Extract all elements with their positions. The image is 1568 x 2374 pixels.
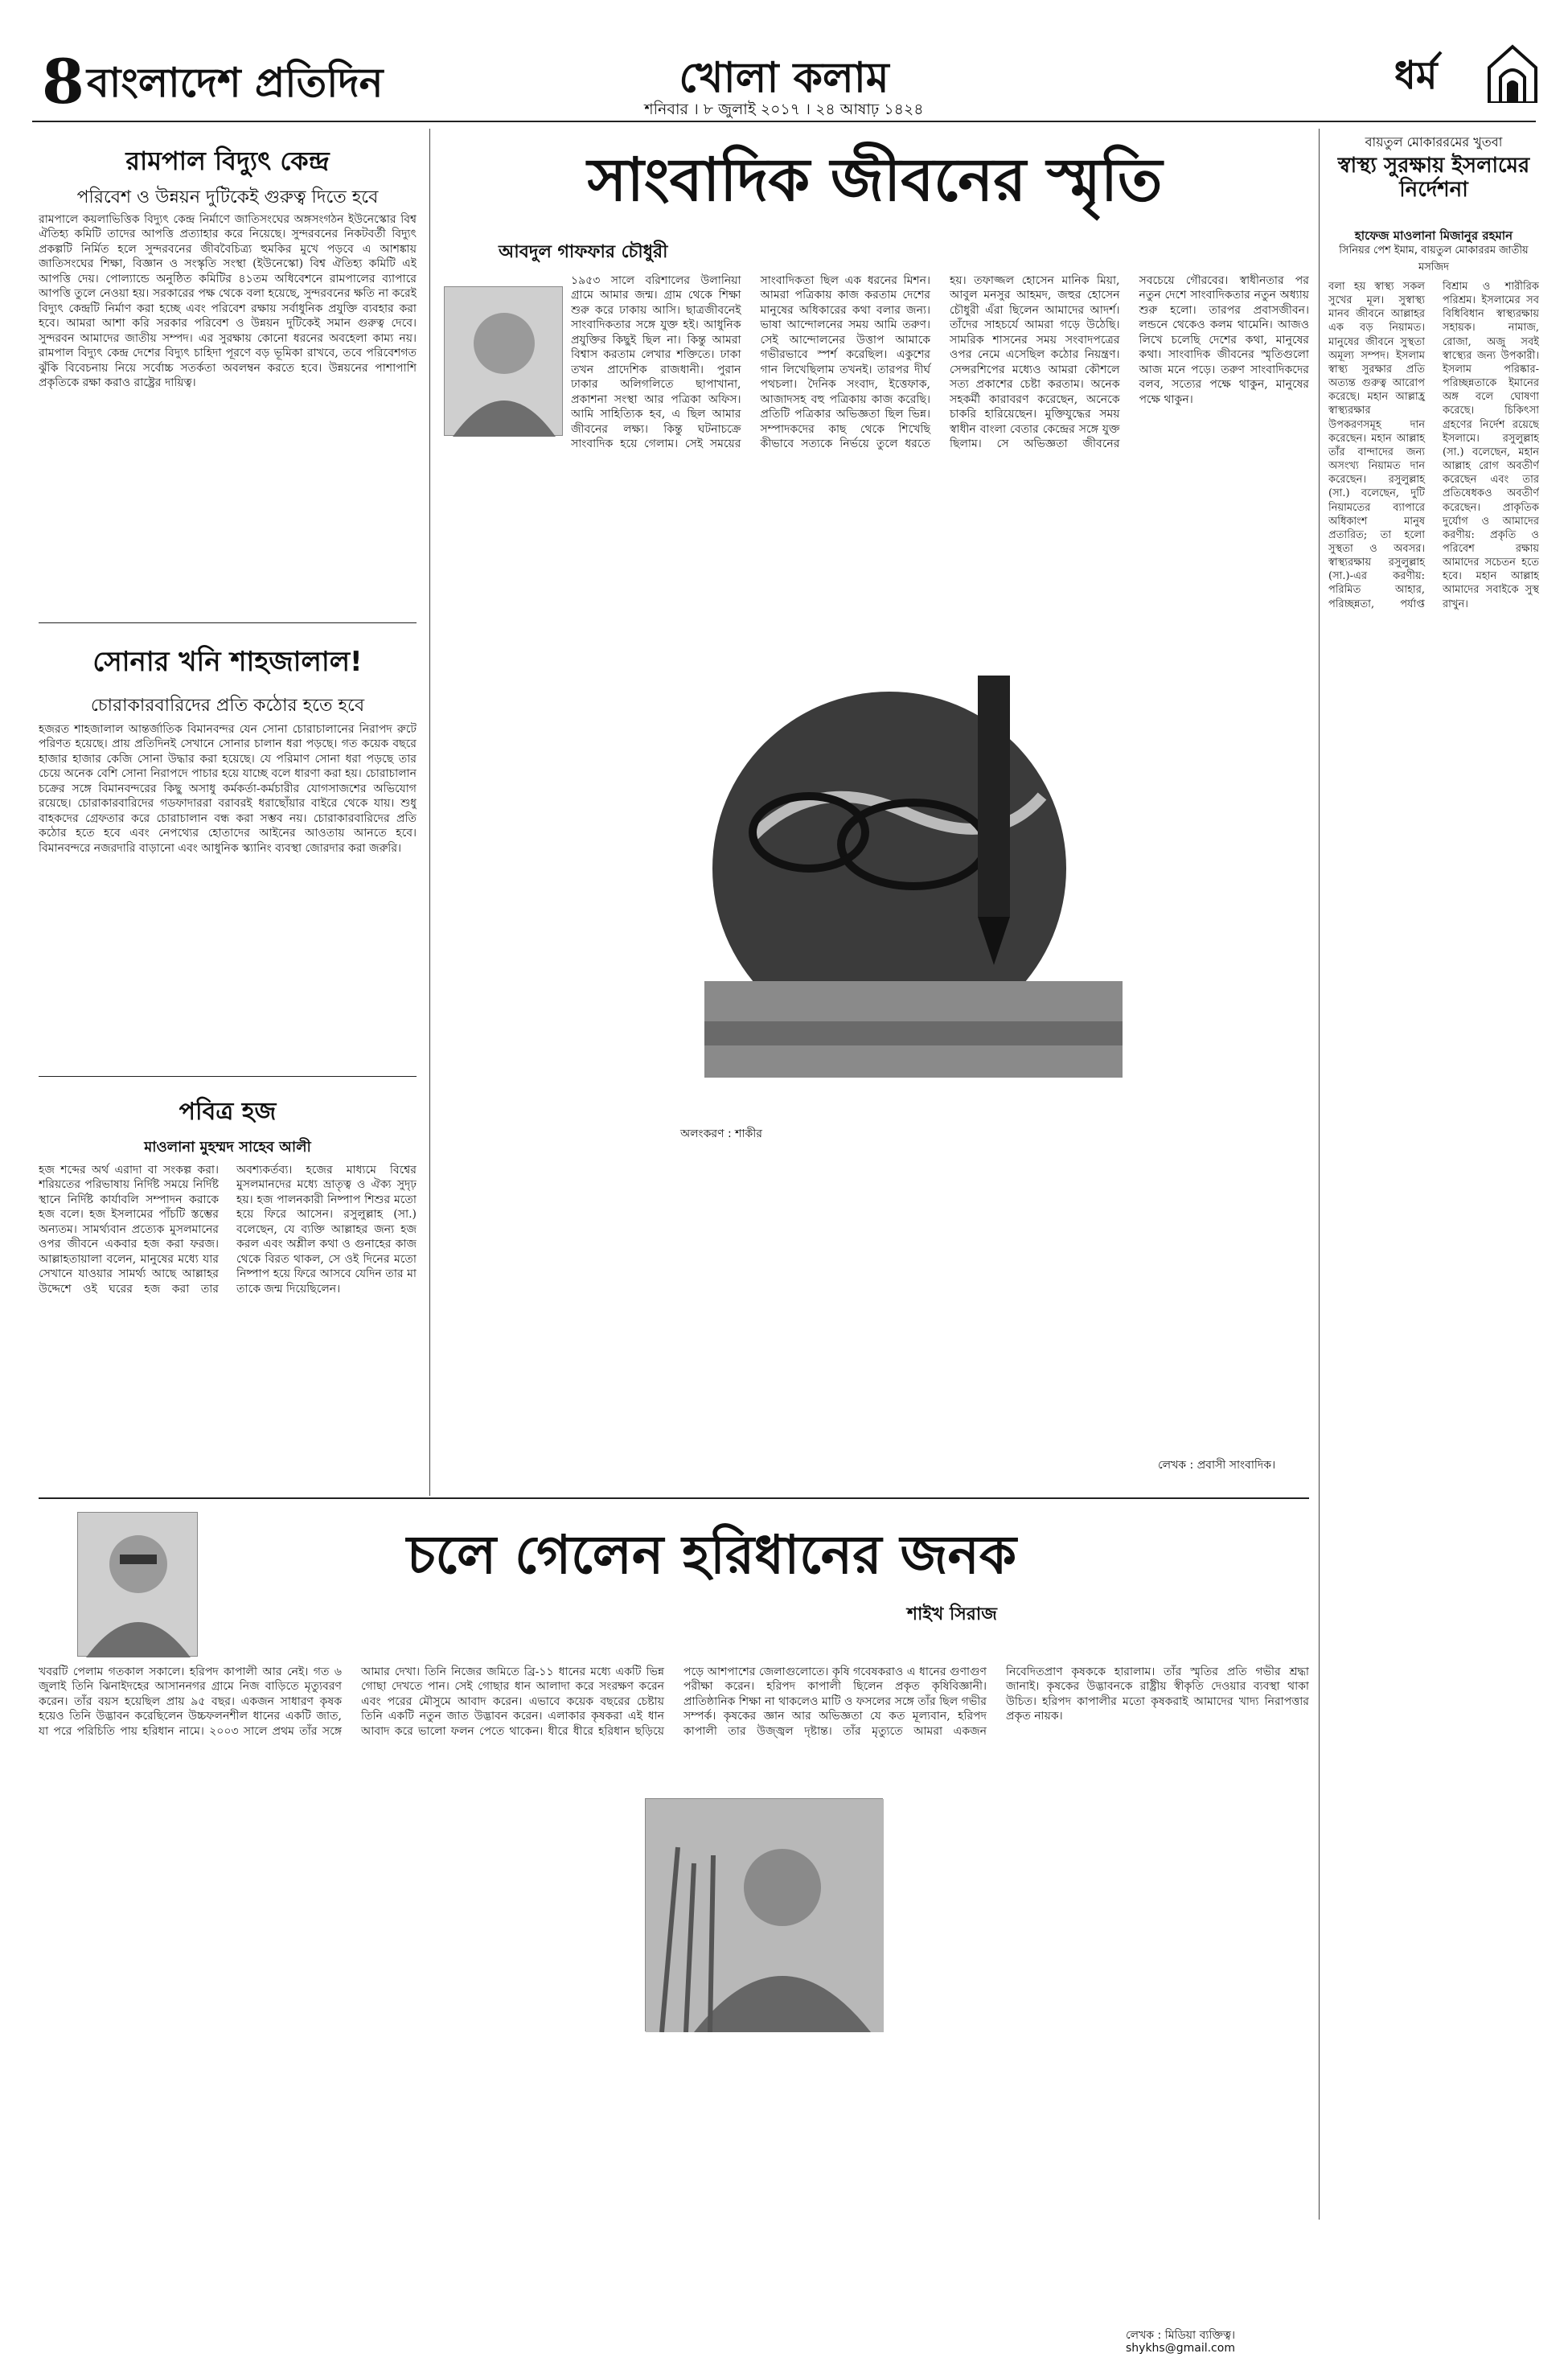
farmer-photo	[645, 1798, 883, 2031]
author-photo-siraj	[77, 1512, 198, 1657]
section-title: খোলা কলাম	[679, 54, 889, 102]
author-photo	[444, 286, 563, 436]
issue-date: শনিবার । ৮ জুলাই ২০১৭ । ২৪ আষাঢ় ১৪২৪	[644, 101, 924, 118]
hajj-byline: মাওলানা মুহম্মদ সাহেব আলী	[144, 1139, 311, 1156]
masthead: বাংলাদেশ প্রতিদিন	[87, 60, 384, 106]
main-byline: আবদুল গাফফার চৌধুরী	[499, 242, 668, 262]
religion-top: বায়তুল মোকাররমের খুতবা	[1365, 134, 1503, 150]
gold-title: সোনার খনি শাহজালাল!	[92, 646, 363, 678]
rampal-title: রামপাল বিদ্যুৎ কেন্দ্র	[125, 146, 330, 176]
main-author-note: লেখক : প্রবাসী সাংবাদিক।	[1158, 1459, 1276, 1472]
haridhan-body: খবরটি পেলাম গতকাল সকালে। হরিপদ কাপালী আর নেই। গত ৬ জুলাই তিনি ঝিনাইদহের আসাননগর গ্রামে নিজ বাড়িতে মৃত্যুবরণ করেন। তাঁর বয়স হয়েছিল প্রায় ৯৫ বছর। একজন সাধারণ কৃষক হয়েও তিনি উদ্ভাবন করেছিলেন উচ্চফলনশীল ধানের একটি জাত, যা পরে পরিচিতি পায় হরিধান নামে। ২০০৩ সালে প্রথম তাঁর সঙ্গে আমার দেখা। তিনি নিজের জমিতে ব্রি-১১ ধানের মধ্যে একটি ভিন্ন গোছা দেখতে পান। সেই গোছার ধান আলাদা করে সংরক্ষণ করেন এবং পরের মৌসুমে আবাদ করেন। এভাবে কয়েক বছরের চেষ্টায় তিনি একটি নতুন জাত উদ্ভাবন করেন। এলাকার কৃষকরা এই ধান আবাদ করে ভালো ফলন পেতে থাকেন। ধীরে ধীরে হরিধান ছড়িয়ে পড়ে আশপাশের জেলাগুলোতে। কৃষি গবেষকরাও এ ধানের গুণাগুণ পরীক্ষা করেন। হরিপদ কাপালী ছিলেন প্রকৃত কৃষিবিজ্ঞানী। প্রাতিষ্ঠানিক শিক্ষা না থাকলেও মাটি ও ফসলের সঙ্গে তাঁর ছিল গভীর সম্পর্ক। কৃষকের জ্ঞান আর অভিজ্ঞতা যে কত মূল্যবান, হরিপদ কাপালী তার উজ্জ্বল দৃষ্টান্ত। তাঁর মৃত্যুতে আমরা একজন নিবেদিতপ্রাণ কৃষককে হারালাম। তাঁর স্মৃতির প্রতি গভীর শ্রদ্ধা জানাই। কৃষকের উদ্ভাবনকে রাষ্ট্রীয় স্বীকৃতি দেওয়ার ব্যবস্থা থাকা উচিত। হরিপদ কাপালীর মতো কৃষকরাই আমাদের খাদ্য নিরাপত্তার প্রকৃত নায়ক।	[39, 1665, 1309, 1738]
page-number: 8	[42, 46, 84, 117]
religion-byline: হাফেজ মাওলানা মিজানুর রহমান	[1354, 228, 1513, 243]
haridhan-title: চলে গেলেন হরিধানের জনক	[406, 1524, 1017, 1586]
globe-illustration	[672, 643, 1147, 1118]
gold-subtitle: চোরাকারবারিদের প্রতি কঠোর হতে হবে	[90, 696, 365, 716]
religion-body: বলা হয় স্বাস্থ্য সকল সুখের মূল। সুস্বাস্থ্য মানব জীবনে আল্লাহর এক বড় নিয়ামত। মানুষের জীবনে সুস্থতা অমূল্য সম্পদ। ইসলাম স্বাস্থ্য সুরক্ষার প্রতি অত্যন্ত গুরুত্ব আরোপ করেছে। মহান আল্লাহ্র স্বাস্থ্যরক্ষার উপকরণসমূহ দান করেছেন। মহান আল্লাহ তাঁর বান্দাদের জন্য অসংখ্য নিয়ামত দান করেছেন। রসুলুল্লাহ (সা.) বলেছেন, দুটি নিয়ামতের ব্যাপারে অধিকাংশ মানুষ প্রতারিত; তা হলো সুস্থতা ও অবসর। স্বাস্থ্যরক্ষায় রসুলুল্লাহ (সা.)-এর করণীয়: পরিমিত আহার, পরিচ্ছন্নতা, পর্যাপ্ত বিশ্রাম ও শারীরিক পরিশ্রম। ইসলামের সব বিধিবিধান স্বাস্থ্যরক্ষায় সহায়ক। নামাজ, রোজা, অজু সবই স্বাস্থ্যের জন্য উপকারী। ইসলাম পরিষ্কার-পরিচ্ছন্নতাকে ইমানের অঙ্গ বলে ঘোষণা করেছে। চিকিৎসা গ্রহণের নির্দেশ রয়েছে ইসলামে। রসুলুল্লাহ (সা.) বলেছেন, মহান আল্লাহ রোগ অবতীর্ণ করেছেন এবং তার প্রতিষেধকও অবতীর্ণ করেছেন। প্রাকৃতিক দুর্যোগ ও আমাদের করণীয়: প্রকৃতি ও পরিবেশ রক্ষায় আমাদের সচেতন হতে হবে। মহান আল্লাহ আমাদের সবাইকে সুস্থ রাখুন।	[1328, 281, 1539, 610]
haridhan-byline: শাইখ সিরাজ	[907, 1604, 997, 1624]
hajj-title: পবিত্র হজ	[179, 1098, 277, 1126]
illustration-credit: অলংকরণ : শাকীর	[680, 1127, 763, 1140]
religion-title: স্বাস্থ্য সুরক্ষায় ইসলামের নির্দেশনা	[1337, 154, 1530, 202]
main-body: ১৯৫৩ সালে বরিশালের উলানিয়া গ্রামে আমার জন্ম। গ্রাম থেকে শিক্ষা শুরু করে ঢাকায় আসি। ছাত্রজীবনেই সাংবাদিকতার সঙ্গে যুক্ত হই। আধুনিক প্রযুক্তির কিছুই ছিল না। কিন্তু আমরা বিশ্বাস করতাম লেখার শক্তিতে। ঢাকা তখন প্রাদেশিক রাজধানী। পুরান ঢাকার অলিগলিতে ছাপাখানা, প্রকাশনা সংস্থা আর পত্রিকা অফিস। আমি সাহিত্যিক হব, এ ছিল আমার জীবনের লক্ষ্য। কিন্তু ঘটনাচক্রে সাংবাদিক হয়ে গেলাম। সেই সময়ের সাংবাদিকতা ছিল এক ধরনের মিশন। আমরা পত্রিকায় কাজ করতাম দেশের মানুষের অধিকারের কথা বলার জন্য। ভাষা আন্দোলনের সময় আমি তরুণ। সেই আন্দোলনের উত্তাপ আমাকে গভীরভাবে স্পর্শ করেছিল। একুশের গান লিখেছিলাম তখনই। তারপর দীর্ঘ পথচলা। দৈনিক সংবাদ, ইত্তেফাক, আজাদসহ বহু পত্রিকায় কাজ করেছি। প্রতিটি পত্রিকার অভিজ্ঞতা ছিল ভিন্ন। সম্পাদকদের কাছ থেকে শিখেছি কীভাবে সত্যকে নির্ভয়ে তুলে ধরতে হয়। তফাজ্জল হোসেন মানিক মিয়া, আবুল মনসুর আহমদ, জহুর হোসেন চৌধুরী এঁরা ছিলেন আমাদের আদর্শ। তাঁদের সাহচর্যে আমরা গড়ে উঠেছি। সামরিক শাসনের সময় সংবাদপত্রের ওপর নেমে এসেছিল কঠোর নিয়ন্ত্রণ। সেন্সরশিপের মধ্যেও আমরা কৌশলে সত্য প্রকাশের চেষ্টা করতাম। অনেক সহকর্মী কারাবরণ করেছেন, অনেকে চাকরি হারিয়েছেন। মুক্তিযুদ্ধের সময় স্বাধীন বাংলা বেতার কেন্দ্রের সঙ্গে যুক্ত ছিলাম। সে অভিজ্ঞতা জীবনের সবচেয়ে গৌরবের। স্বাধীনতার পর নতুন দেশে সাংবাদিকতার নতুন অধ্যায় শুরু হলো। তারপর প্রবাসজীবন। লন্ডনে থেকেও কলম থামেনি। আজও লিখে চলেছি দেশের কথা, মানুষের কথা। সাংবাদিক জীবনের স্মৃতিগুলো আজ মনে পড়ে। তরুণ সাংবাদিকদের বলব, সত্যের পক্ষে থাকুন, মানুষের পক্ষে থাকুন।	[571, 274, 1309, 451]
main-title: সাংবাদিক জীবনের স্মৃতি	[587, 146, 1163, 215]
religion-section-label: ধর্ম	[1394, 53, 1438, 98]
religion-byline-sub: সিনিয়র পেশ ইমাম, বায়তুল মোকাররম জাতীয় মসজিদ	[1339, 244, 1529, 273]
hajj-body: হজ শব্দের অর্থ এরাদা বা সংকল্প করা। শরিয়তের পরিভাষায় নির্দিষ্ট সময়ে নির্দিষ্ট স্থানে নির্দিষ্ট কার্যাবলি সম্পাদন করাকে হজ বলে। হজ ইসলামের পাঁচটি স্তম্ভের অন্যতম। সামর্থ্যবান প্রত্যেক মুসলমানের ওপর জীবনে একবার হজ করা ফরজ। আল্লাহতায়ালা বলেন, মানুষের মধ্যে যার সেখানে যাওয়ার সামর্থ্য আছে আল্লাহর উদ্দেশে ওই ঘরের হজ করা তার অবশ্যকর্তব্য। হজের মাধ্যমে বিশ্বের মুসলমানদের মধ্যে ভ্রাতৃত্ব ও ঐক্য সুদৃঢ় হয়। হজ পালনকারী নিষ্পাপ শিশুর মতো হয়ে ফিরে আসেন। রসুলুল্লাহ (সা.) বলেছেন, যে ব্যক্তি আল্লাহর জন্য হজ করল এবং অশ্লীল কথা ও গুনাহের কাজ থেকে বিরত থাকল, সে ওই দিনের মতো নিষ্পাপ হয়ে ফিরে আসবে যেদিন তার মা তাকে জন্ম দিয়েছিলেন।	[39, 1164, 417, 1296]
haridhan-email: shykhs@gmail.com	[1126, 2342, 1235, 2355]
mosque-icon	[1486, 42, 1539, 103]
haridhan-author-note: লেখক : মিডিয়া ব্যক্তিত্ব।	[1126, 2329, 1235, 2342]
rampal-body: রামপালে কয়লাভিত্তিক বিদ্যুৎ কেন্দ্র নির্মাণে জাতিসংঘের অঙ্গসংগঠন ইউনেস্কোর বিশ্ব ঐতিহ্য কমিটি তাদের আপত্তি প্রত্যাহার করে নিয়েছে। সুন্দরবনের নিকটবর্তী বিদ্যুৎ প্রকল্পটি নির্মিত হলে সুন্দরবনের জীববৈচিত্র্য হুমকির মুখে পড়বে এ আশঙ্কায় জাতিসংঘের শিক্ষা, বিজ্ঞান ও সংস্কৃতি সংস্থা (ইউনেস্কো) বিশ্ব ঐতিহ্য কমিটি এই আপত্তি দেয়। পোল্যান্ডে অনুষ্ঠিত কমিটির ৪১তম অধিবেশনে রামপালের ব্যাপারে আপত্তি তুলে নেওয়া হয়। সরকারের পক্ষ থেকে বলা হয়েছে, সুন্দরবনের ক্ষতি না করেই বিদ্যুৎ কেন্দ্রটি নির্মাণ করা হচ্ছে এবং পরিবেশ রক্ষায় সর্বাধুনিক প্রযুক্তি ব্যবহার করা হবে। আমরা আশা করি সরকার পরিবেশ ও উন্নয়ন দুটিকেই সমান গুরুত্ব দেবে। সুন্দরবন আমাদের জাতীয় সম্পদ। এর সুরক্ষায় কোনো ধরনের অবহেলা কাম্য নয়। রামপাল বিদ্যুৎ কেন্দ্র দেশের বিদ্যুৎ চাহিদা পূরণে বড় ভূমিকা রাখবে, তবে পরিবেশগত ঝুঁকি বিবেচনায় নিয়ে সর্বোচ্চ সতর্কতা অবলম্বন করতে হবে। উন্নয়নের পাশাপাশি প্রকৃতিকে রক্ষা করাও রাষ্ট্রের দায়িত্ব।	[39, 213, 417, 390]
gold-body: হজরত শাহজালাল আন্তর্জাতিক বিমানবন্দর যেন সোনা চোরাচালানের নিরাপদ রুটে পরিণত হয়েছে। প্রায় প্রতিদিনই সেখানে সোনার চালান ধরা পড়ছে। গত কয়েক বছরে হাজার হাজার কেজি সোনা উদ্ধার করা হয়েছে। যে পরিমাণ সোনা ধরা পড়ছে তার চেয়ে অনেক বেশি সোনা নিরাপদে পাচার হয়ে যাচ্ছে বলে ধারণা করা হয়। চোরাচালান চক্রের সঙ্গে বিমানবন্দরের কিছু অসাধু কর্মকর্তা-কর্মচারীর যোগসাজশের অভিযোগ রয়েছে। চোরাকারবারিদের গডফাদাররা বরাবরই ধরাছোঁয়ার বাইরে থেকে যায়। শুধু বাহকদের গ্রেফতার করে চোরাচালান বন্ধ করা সম্ভব নয়। চোরাকারবারিদের প্রতি কঠোর হতে হবে এবং নেপথ্যের হোতাদের আইনের আওতায় আনতে হবে। বিমানবন্দরে নজরদারি বাড়ানো এবং আধুনিক স্ক্যানিং ব্যবস্থা জোরদার করা জরুরি।	[39, 723, 417, 855]
rampal-subtitle: পরিবেশ ও উন্নয়ন দুটিকেই গুরুত্ব দিতে হবে	[76, 187, 379, 207]
